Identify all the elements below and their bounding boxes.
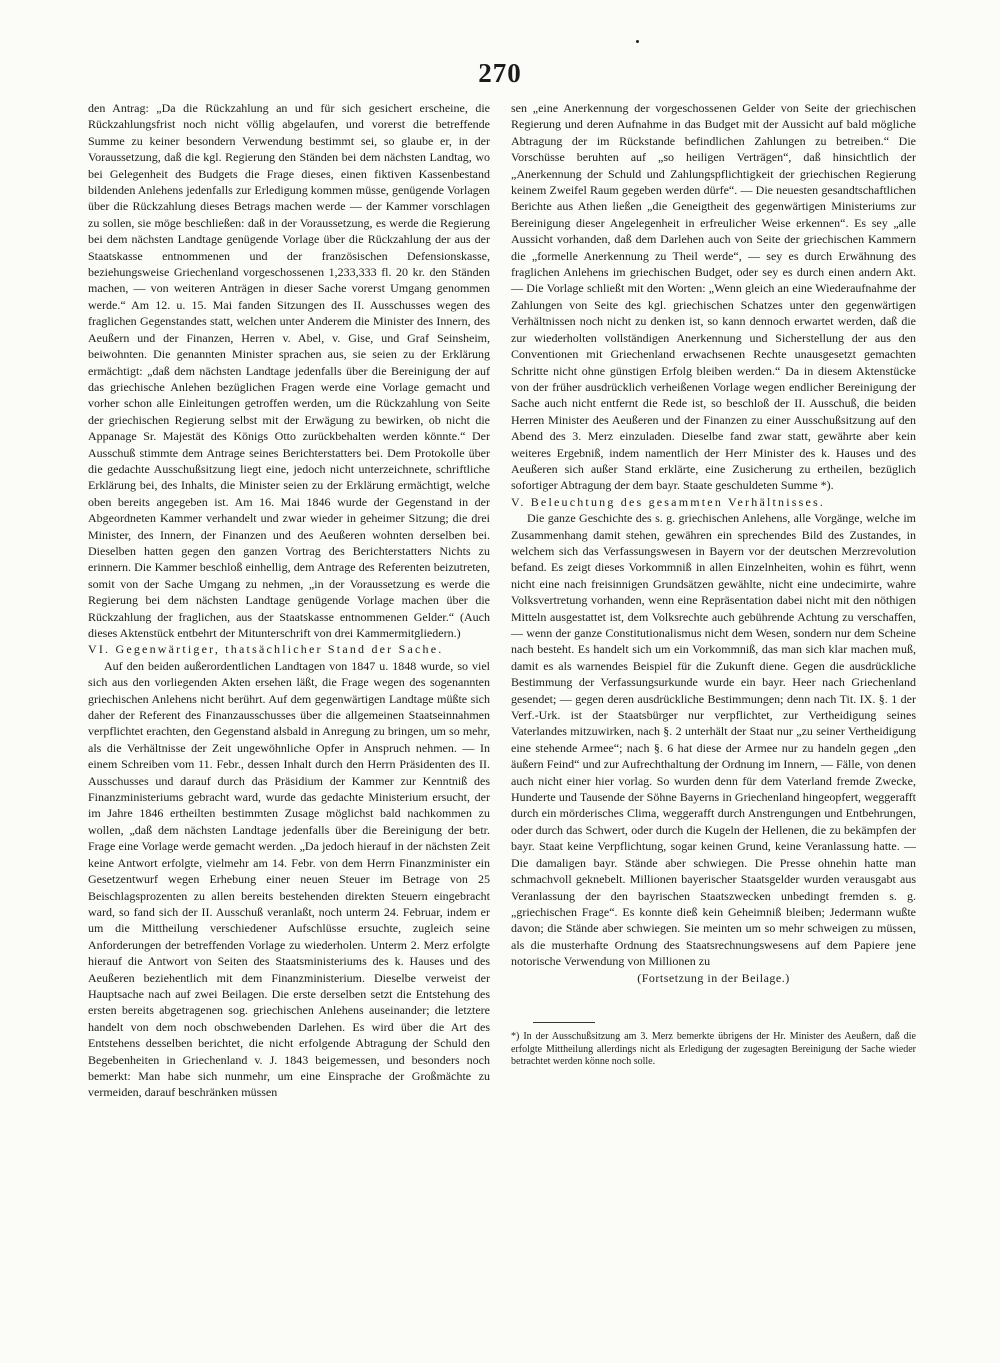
left-paragraph-1: den Antrag: „Da die Rückzahlung an und für sich gesichert erscheine, die Rückzahlungsfrist noch nicht völlig abgelaufen, und vorerst die betreffende Summe zu keiner besondern Verwendung bestimmt sei, so glaube er, in der Voraussetzung, daß die kgl. Regierung den Ständen bei dem nächsten Landtag, wo bei Gelegenheit des Budgets die Frage dieses, einen fiktiven Kassenbestand bildenden Anlehens jedenfalls zur Erledigung kommen müsse, genügende Vorlagen über die Rückzahlung dieses Betrags machen werde — der Kammer vorschlagen zu sollen, sie möge beschließen: daß in der Voraussetzung, es werde die Regierung bei dem nächsten Landtage genügende Vorlage über die Rückzahlung der aus der Staatskasse entnommenen und der französischen Defensionskasse, beziehungsweise Griechenland vorgeschossenen 1,233,333 fl. 20 kr. den Ständen machen, — von weiteren Anträgen in dieser Sache vorerst Umgang genommen werde.“ Am 12. u. 15. Mai fanden Sitzungen des II. Ausschusses wegen des fraglichen Gegenstandes statt, welchen unter Anderem die Minister des Innern, des Aeußern und der Finanzen, Herren v. Abel, v. Gise, und Graf Seinsheim, beiwohnten. Die genannten Minister sprachen aus, sie seien zu der Erklärung ermächtigt: „daß dem nächsten Landtage jedenfalls über die Bereinigung der auf das griechische Anlehen bezüglichen Fragen werde eine Vorlage gemacht und vorher schon alle Einleitungen getroffen werden, um die Rückzahlung von Seite der griechischen Regierung selbst mit der Erwägung zu bewirken, ob nicht die Appanage Sr. Majestät des Königs Otto zurückbehalten werden könnte.“ Der Ausschuß stimmte dem Antrage seines Berichterstatters bei. Dem Protokolle über die gedachte Ausschußsitzung liegt eine, jedoch nicht unterzeichnete, schriftliche Erklärung bei, des Inhalts, die Minister seien zu der Erklärung ermächtigt, welche oben bereits angegeben ist. Am 16. Mai 1846 wurde der Gegenstand in der Abgeordneten Kammer verhandelt und zwar wieder in geheimer Sitzung; die drei Minister, des Innern, der Finanzen und des Aeußeren wohnten derselben bei. Dieselben hatten gegen den ganzen Vortrag des Berichterstatters Nichts zu erinnern. Die Kammer beschloß einhellig, dem Antrage des Referenten beizutreten, somit von der Sache Umgang zu nehmen, „in der Voraussetzung es werde die Regierung bei dem nächsten Landtage genügende Vorlage machen über die Rückzahlung der fraglichen, aus der Staatskasse entnommenen Gelder.“ (Auch dieses Aktenstück entbehrt der Mitunterschrift von drei Kammermitgliedern.) (88, 101, 490, 640)
right-paragraph-2: Die ganze Geschichte des s. g. griechischen Anlehens, alle Vorgänge, welche im Zusammenhang damit stehen, gewähren ein sprechendes Bild des Zustandes, in welchem sich das Verfassungswesen in Bayern vor der deutschen Merzrevolution befand. Es zeigt dieses Vorkommniß in allen Einzelnheiten, wohin es führt, wenn nicht eine nach freisinnigen Grundsätzen gewählte, nicht eine undecimirte, wahre Volksvertretung vorhanden, wenn eine Repräsentation dabei nicht mit den nöthigen Mitteln ausgestattet ist, dem Volksrechte auch gebührende Achtung zu verschaffen, — wenn der ganze Constitutionalismus nicht dem Wesen, sondern nur dem Scheine nach besteht. Es handelt sich um ein Vorkommniß, das man sich klar machen muß, damit es als warnendes Beispiel für die Zukunft diene. Gegen die ausdrückliche Bestimmung der Verfassungsurkunde wurde ein bayr. Heer nach Griechenland gesendet; — gegen deren ausdrückliche Bestimmungen; denn nach Tit. IX. §. 1 der Verf.-Urk. ist der Staatsbürger nur verpflichtet, zur Vertheidigung seines Vaterlandes mitzuwirken, nach §. 2 unterhält der Staat nur „zu seiner Vertheidigung eine stehende Armee“; nach §. 6 hat diese der Armee nur zu handeln gegen „den äußern Feind“ und zur Aufrechthaltung der Ordnung im Innern, — Fälle, von denen auch nicht einer hier vorlag. So wurden denn für dem Vaterland fremde Zwecke, Hunderte und Tausende der Söhne Bayerns in Griechenland hingeopfert, weggerafft durch ein mörderisches Clima, weggerafft durch Anstrengungen und Entbehrungen, oder durch das Schwert, oder durch die Kugeln der Hellenen, die zu bekämpfen der bayr. Staat keine Verpflichtung, sogar keinen Grund, keine Veranlassung hatte. — Die damaligen bayr. Stände aber schwiegen. Die Presse ohnehin hatte man schmachvoll geknebelt. Millionen bayerischer Staatsgelder wurden verausgabt aus Veranlassung der den bayrischen Staatszwecken unbedingt fremden s. g. „griechischen Frage“. Es konnte dieß kein Geheimniß bleiben; Jedermann wußte davon; die Stände aber schwiegen. Sie meinten um so mehr schweigen zu müssen, als die musterhafte Ordnung des Staatsrechnungswesens auf dem Papiere jene notorische Verwendung von Millionen zu (511, 511, 916, 969)
page-number: 270 (478, 58, 522, 88)
continuation-note: (Fortsetzung in der Beilage.) (637, 970, 790, 985)
right-column (511, 100, 916, 1069)
left-column (88, 100, 490, 1101)
left-paragraph-2: Auf den beiden außerordentlichen Landtagen von 1847 u. 1848 wurde, so viel sich aus den vorliegenden Akten ersehen läßt, die Frage wegen des sogenannten griechischen Anlehens nicht berührt. Auf dem gegenwärtigen Landtage müßte sich daher der Referent des Finanzausschusses über die allgemeinen Staatseinnahmen verpflichtet erachten, den Gegenstand alsbald in Anregung zu bringen, um so mehr, als die Verhältnisse der Zeit ungewöhnliche Opfer in Anspruch nehmen. — In einem Schreiben vom 11. Febr., dessen Inhalt durch den Herrn Präsidenten des II. Ausschusses und darauf durch das Präsidium der Kammer zur Kenntniß des Finanzministeriums gebracht ward, wurde das gedachte Ministerium ersucht, der im Jahre 1846 ertheilten bestimmten Zusage möglichst bald nachkommen zu wollen, „daß dem nächsten Landtage jedenfalls über die Bereinigung der betr. Frage eine Vorlage werde gemacht werden. „Da jedoch hierauf in der nächsten Zeit keine Antwort erfolgte, vielmehr am 14. Febr. von dem Herrn Finanzminister ein Gesetzentwurf wegen Erhebung einer neuen Steuer im Betrage von 25 Beischlagsprozenten zu allen bereits bestehenden direkten Steuern eingebracht ward, so fand sich der II. Ausschuß veranlaßt, noch unterm 24. Februar, indem er um die Mittheilung verschiedener Aufschlüsse ersuchte, zugleich seine Anforderungen der betreffenden Vorlage zu wiederholen. Unterm 2. Merz erfolgte hierauf die Antwort von Seiten des Staatsministeriums des k. Hauses und des Aeußeren beziehentlich mit dem Finanzministerium. Dieselbe verweist der Hauptsache nach auf zwei Beilagen. Die erste derselben setzt die Entstehung des ersten bereits abgetragenen sog. griechischen Anlehens auseinander; die letztere handelt von dem noch obschwebenden Darlehen. Es wird über die Art des Entstehens desselben berichtet, die nicht erfolgende Abtragung der Schuld den Begebenheiten in Griechenland v. J. 1843 beigemessen, und besonders noch bemerkt: Man habe sich nunmehr, um eine Einsprache der Großmächte zu vermeiden, darauf beschränken müssen (88, 658, 490, 1100)
footnote: *) In der Ausschußsitzung am 3. Merz bemerkte übrigens der Hr. Minister des Aeußern, daß die erfolgte Mittheilung allerdings nicht als Erledigung der zugesagten Bereinigung der Sache wieder betrachtet werden könne noch solle. (511, 1030, 916, 1068)
print-dot (636, 40, 639, 43)
footnote-rule (533, 1022, 595, 1023)
right-paragraph-1: sen „eine Anerkennung der vorgeschossenen Gelder von Seite der griechischen Regierung und deren Aufnahme in das Budget mit der Aussicht auf bald mögliche Abtragung der im Rückstande befindlichen Zahlungen zu betreiben.“ Die Vorschüsse beruhten auf „so heiligen Verträgen“, daß hinsichtlich der „Anerkennung der Schuld und Zahlungspflichtigkeit der griechischen Regierung keinem Zweifel Raum gegeben werden dürfe“. — Die neuesten gesandtschaftlichen Berichte aus Athen ließen „die Geneigtheit des gegenwärtigen Ministeriums zur Bereinigung dieser Angelegenheit in erfreulicher Weise erkennen“. Es sey „alle Aussicht vorhanden, daß dem Darlehen auch von Seite der griechischen Kammern die „formelle Anerkennung zu Theil werde“, — sey es durch Erwähnung des fraglichen Anlehens im griechischen Budget, oder sey es durch einen andern Akt. — Die Vorlage schließt mit den Worten: „Wenn gleich an eine Wiederaufnahme der Zahlungen von Seite des kgl. griechischen Schatzes unter den gegenwärtigen Verhältnissen noch nicht zu denken ist, so kann dennoch erwartet werden, daß die zur wiederholten vollständigen Anerkennung und Sicherstellung der aus den Conventionen mit Griechenland erwachsenen Rechte unausgesetzt gemachten Schritte nicht ohne günstigen Erfolg bleiben werden.“ Da in diesem Aktenstücke von der früher ausdrücklich verheißenen Vorlage wegen endlicher Bereinigung der Sache auch nicht entfernt die Rede ist, so beschloß der II. Ausschuß, die beiden Herren Minister des Aeußeren und der Finanzen zu einer Ausschußsitzung auf den Abend des 3. Merz einzuladen. Dieselbe fand zwar statt, gewährte aber kein weiteres Ergebniß, indem namentlich der Herr Minister des k. Hauses und des Aeußeren sich außer Stand erklärte, eine Zusicherung zu ertheilen, bezüglich sofortiger Abtragung der dem bayr. Staate geschuldeten Summe *). (511, 101, 916, 493)
section-heading-v: V. Beleuchtung des gesammten Verhältnisses. (511, 494, 826, 509)
section-heading-vi: VI. Gegenwärtiger, thatsächlicher Stand der Sache. (88, 642, 444, 657)
